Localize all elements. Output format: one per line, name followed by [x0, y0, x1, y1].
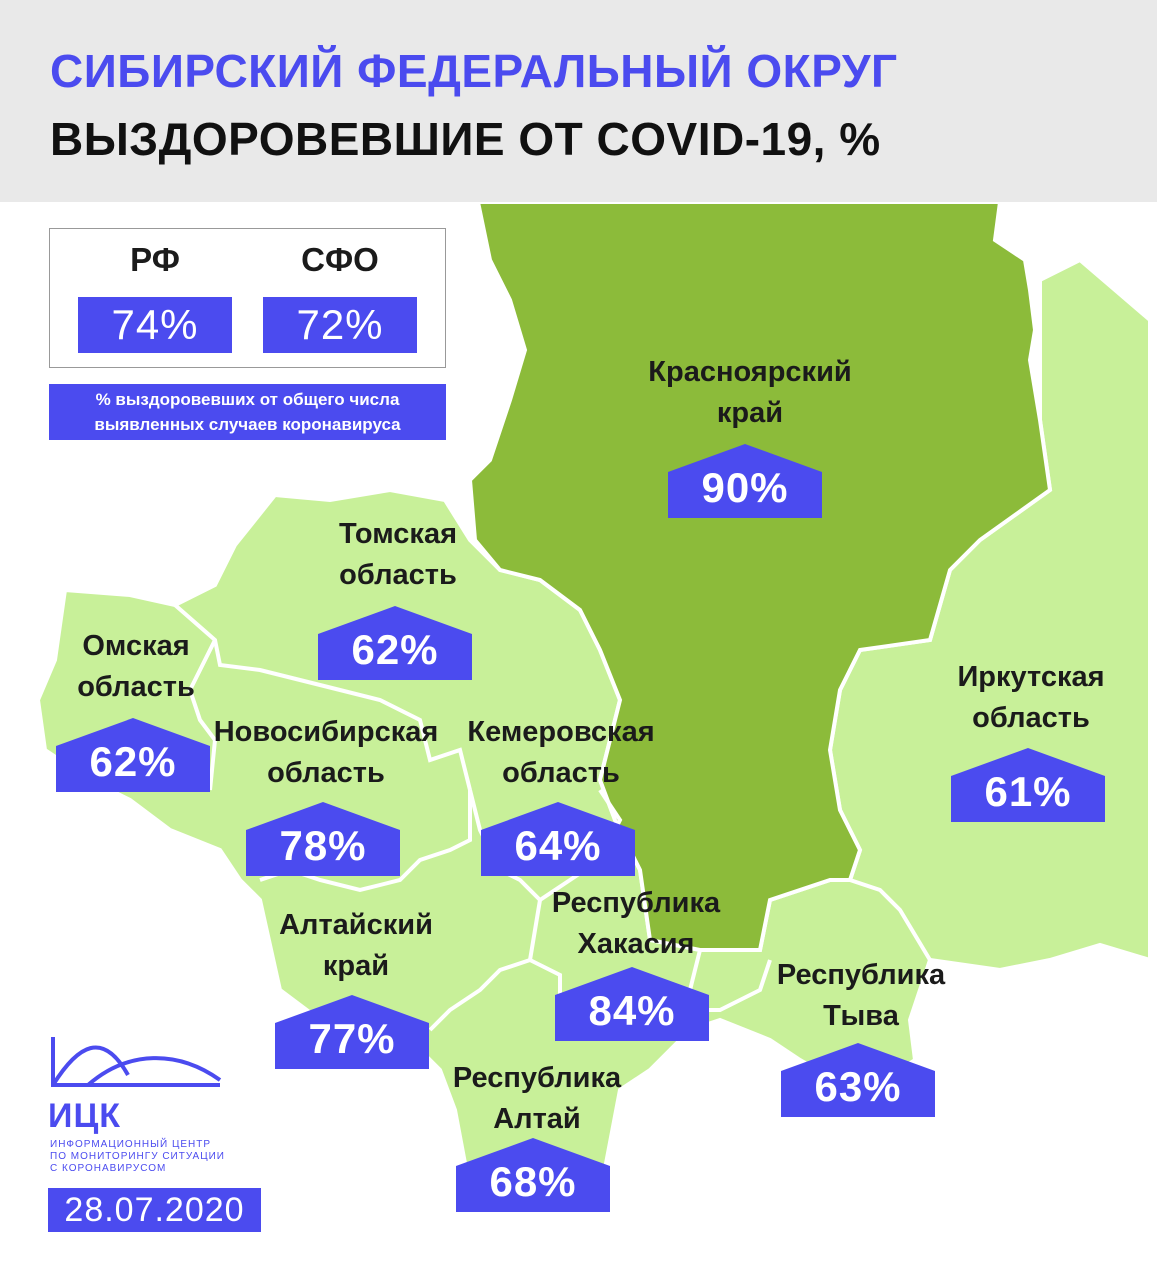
logo-name: ИЦК [48, 1097, 122, 1135]
badge-krasnoyarsk-value: 90% [701, 464, 789, 511]
label-kemerovo-line1: Кемеровская [467, 716, 655, 748]
summary-sfo-value: 72% [263, 297, 417, 353]
summary-note-line2: выявленных случаев коронавируса [94, 415, 401, 434]
badge-altai-krai-value: 77% [308, 1015, 396, 1062]
label-altai-rep [453, 1058, 621, 1140]
logo-subtitle [50, 1139, 225, 1175]
label-altai-krai [279, 905, 433, 987]
badge-omsk [56, 718, 210, 792]
badge-krasnoyarsk [668, 444, 822, 518]
label-tomsk-line2: область [339, 559, 457, 591]
summary-sfo-label: СФО [301, 241, 379, 278]
label-tyva-line1: Республика [776, 959, 946, 991]
label-khakassia [552, 883, 720, 965]
badge-novosibirsk [246, 802, 400, 876]
label-tomsk-line1: Томская [339, 518, 457, 550]
summary-rf-value: 74% [78, 297, 232, 353]
page-title: СИБИРСКИЙ ФЕДЕРАЛЬНЫЙ ОКРУГ [50, 45, 898, 97]
label-novosibirsk [214, 712, 439, 794]
label-omsk [77, 626, 195, 708]
badge-irkutsk-value: 61% [984, 768, 1072, 815]
badge-altai-rep [456, 1138, 610, 1212]
badge-tomsk [318, 606, 472, 680]
label-tyva-line2: Тыва [823, 1000, 899, 1032]
summary-note-line1: % выздоровевших от общего числа [95, 390, 400, 409]
date-badge: 28.07.2020 [48, 1188, 261, 1232]
summary-rf [78, 241, 232, 353]
page-subtitle: ВЫЗДОРОВЕВШИЕ ОТ COVID-19, % [50, 113, 881, 165]
logo-sub-line1: ИНФОРМАЦИОННЫЙ ЦЕНТР [50, 1139, 212, 1150]
badge-khakassia [555, 967, 709, 1041]
label-irkutsk [957, 657, 1104, 739]
label-novosibirsk-line2: область [267, 757, 385, 789]
badge-tyva [781, 1043, 935, 1117]
badge-irkutsk [951, 748, 1105, 822]
badge-novosibirsk-value: 78% [279, 822, 367, 869]
logo-wave-icon [48, 1035, 228, 1095]
label-altai-rep-line1: Республика [452, 1062, 622, 1094]
label-krasnoyarsk-line2: край [716, 397, 784, 429]
logo-sub-line2: ПО МОНИТОРИНГУ СИТУАЦИИ [50, 1151, 225, 1162]
summary-rf-label: РФ [130, 241, 180, 278]
badge-tyva-value: 63% [814, 1063, 902, 1110]
label-tomsk [339, 514, 457, 596]
logo-sub-line3: С КОРОНАВИРУСОМ [50, 1163, 167, 1174]
summary-box [49, 228, 446, 368]
badge-altai-krai [275, 995, 429, 1069]
label-krasnoyarsk-line1: Красноярский [648, 356, 852, 388]
label-khakassia-line1: Республика [551, 887, 721, 919]
label-kemerovo [467, 712, 654, 794]
badge-omsk-value: 62% [89, 738, 177, 785]
badge-khakassia-value: 84% [588, 987, 676, 1034]
badge-kemerovo [481, 802, 635, 876]
label-altai-krai-line1: Алтайский [279, 909, 433, 941]
label-khakassia-line2: Хакасия [577, 928, 695, 960]
badge-kemerovo-value: 64% [514, 822, 602, 869]
header [0, 0, 1157, 202]
label-irkutsk-line2: область [972, 702, 1090, 734]
badge-altai-rep-value: 68% [489, 1158, 577, 1205]
badge-tomsk-value: 62% [351, 626, 439, 673]
label-altai-krai-line2: край [322, 950, 390, 982]
label-krasnoyarsk [648, 352, 851, 434]
label-altai-rep-line2: Алтай [493, 1103, 581, 1135]
label-tyva [777, 955, 945, 1037]
label-irkutsk-line1: Иркутская [957, 661, 1105, 693]
label-novosibirsk-line1: Новосибирская [213, 716, 439, 748]
label-omsk-line2: область [77, 671, 195, 703]
label-kemerovo-line2: область [502, 757, 620, 789]
label-omsk-line1: Омская [82, 630, 190, 662]
summary-sfo [263, 241, 417, 353]
summary-note [49, 384, 446, 440]
